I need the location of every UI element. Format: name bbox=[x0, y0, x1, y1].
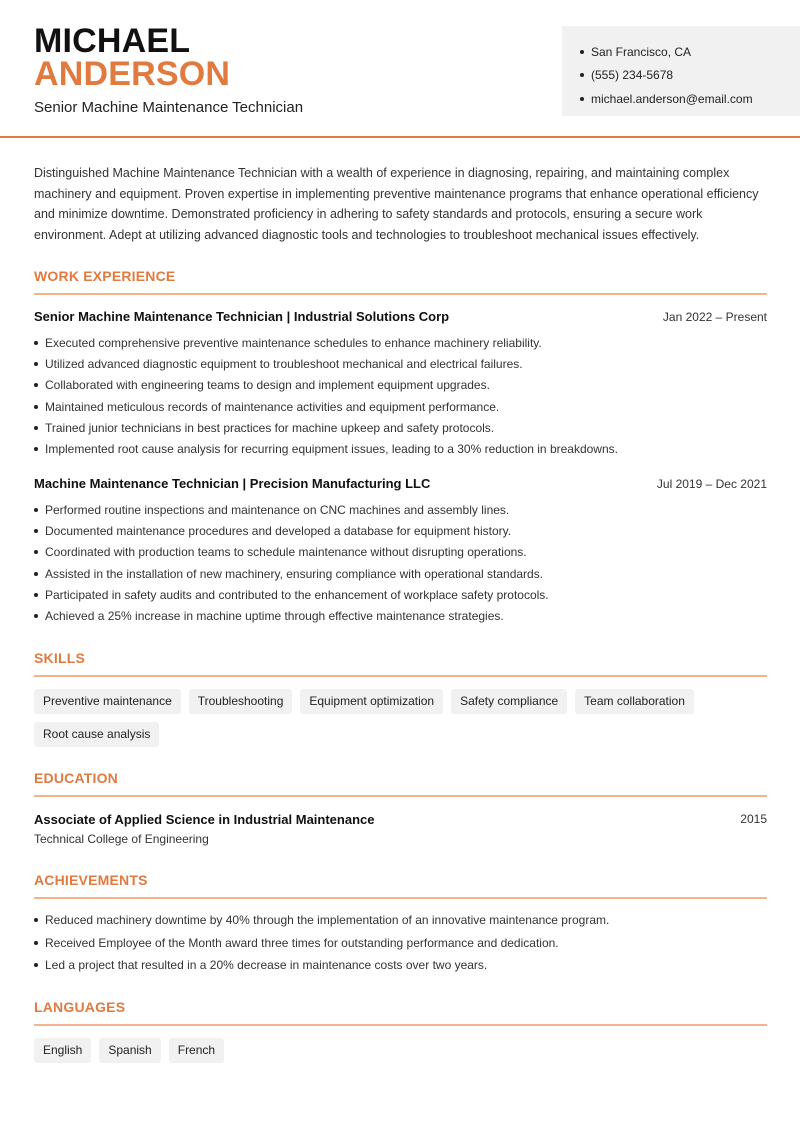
bullet-text: Led a project that resulted in a 20% decrease in maintenance costs over two years. bbox=[45, 958, 488, 973]
job-header bbox=[34, 476, 767, 491]
education-degree: Associate of Applied Science in Industrial Maintenance bbox=[34, 812, 375, 827]
contact-email[interactable] bbox=[580, 87, 800, 111]
education-school: Technical College of Engineering bbox=[34, 832, 209, 846]
bullet-text: Utilized advanced diagnostic equipment to troubleshoot mechanical and electrical failures. bbox=[45, 356, 523, 371]
list-item bbox=[34, 954, 767, 977]
bullet-icon bbox=[34, 593, 38, 597]
list-item bbox=[34, 375, 767, 396]
bullet-icon bbox=[34, 362, 38, 366]
bullet-icon bbox=[34, 572, 38, 576]
list-item bbox=[34, 584, 767, 605]
bullet-icon bbox=[34, 918, 38, 922]
section-divider bbox=[34, 795, 767, 797]
list-item bbox=[34, 542, 767, 563]
last-name: ANDERSON bbox=[34, 55, 231, 93]
skill-tag: Team collaboration bbox=[575, 689, 694, 714]
skill-tag: Safety compliance bbox=[451, 689, 567, 714]
bullet-text: Performed routine inspections and maintenance on CNC machines and assembly lines. bbox=[45, 502, 510, 517]
section-title-education: EDUCATION bbox=[34, 770, 118, 786]
job-title: Senior Machine Maintenance Technician bbox=[34, 99, 304, 116]
list-item bbox=[34, 563, 767, 584]
language-tags bbox=[34, 1038, 767, 1063]
phone-text: (555) 234-5678 bbox=[591, 68, 674, 83]
skill-tag: Root cause analysis bbox=[34, 722, 159, 747]
bullet-icon bbox=[34, 383, 38, 387]
bullet-text: Received Employee of the Month award three times for outstanding performance and dedication. bbox=[45, 935, 559, 950]
bullet-icon bbox=[34, 529, 38, 533]
list-item bbox=[34, 520, 767, 541]
email-text[interactable]: michael.anderson@email.com bbox=[591, 91, 753, 106]
bullet-icon bbox=[34, 614, 38, 618]
bullet-text: Assisted in the installation of new machinery, ensuring compliance with operational standards. bbox=[45, 566, 544, 581]
bullet-icon bbox=[34, 508, 38, 512]
list-item bbox=[34, 909, 767, 932]
skill-tag: Troubleshooting bbox=[189, 689, 293, 714]
section-divider bbox=[34, 897, 767, 899]
location-text: San Francisco, CA bbox=[591, 44, 692, 59]
list-item bbox=[34, 605, 767, 626]
skill-tag: Equipment optimization bbox=[300, 689, 443, 714]
bullet-text: Executed comprehensive preventive maintenance schedules to enhance machinery reliability. bbox=[45, 335, 542, 350]
language-tag: Spanish bbox=[99, 1038, 160, 1063]
job-header bbox=[34, 309, 767, 324]
bullet-text: Implemented root cause analysis for recurring equipment issues, leading to a 30% reduction in breakdowns. bbox=[45, 442, 618, 457]
contact-phone bbox=[580, 64, 800, 88]
job-role: Machine Maintenance Technician | Precision Manufacturing LLC bbox=[34, 476, 431, 491]
bullet-icon bbox=[34, 550, 38, 554]
section-title-work: WORK EXPERIENCE bbox=[34, 268, 176, 284]
job-dates: Jul 2019 – Dec 2021 bbox=[656, 477, 767, 491]
bullet-icon bbox=[580, 97, 584, 101]
section-divider bbox=[34, 293, 767, 295]
resume-header bbox=[0, 0, 800, 138]
bullet-icon bbox=[34, 447, 38, 451]
bullet-icon bbox=[34, 341, 38, 345]
list-item bbox=[34, 499, 767, 520]
bullet-text: Collaborated with engineering teams to design and implement equipment upgrades. bbox=[45, 378, 490, 393]
section-title-achievements: ACHIEVEMENTS bbox=[34, 872, 148, 888]
list-item bbox=[34, 353, 767, 374]
bullet-text: Reduced machinery downtime by 40% through the implementation of an innovative maintenance program. bbox=[45, 913, 610, 928]
education-year: 2015 bbox=[740, 812, 767, 826]
list-item bbox=[34, 417, 767, 438]
achievement-bullets bbox=[34, 909, 767, 977]
job-role: Senior Machine Maintenance Technician | Industrial Solutions Corp bbox=[34, 309, 450, 324]
bullet-text: Maintained meticulous records of maintenance activities and equipment performance. bbox=[45, 399, 500, 414]
list-item bbox=[34, 438, 767, 459]
summary-paragraph: Distinguished Machine Maintenance Technician with a wealth of experience in diagnosing, repairing, and maintaining complex machinery and equipment. Proven expertise in implementing preventive maintenance programs that enhance operational efficiency and minimize downtime. Demonstrated proficiency in adhering to safety standards and protocols, ensuring a secure work environment. Adept at utilizing advanced diagnostic tools and technologies to troubleshoot mechanical issues effectively. bbox=[34, 166, 759, 242]
bullet-icon bbox=[580, 73, 584, 77]
first-name: MICHAEL bbox=[34, 22, 191, 60]
section-title-skills: SKILLS bbox=[34, 650, 85, 666]
contact-location bbox=[580, 40, 800, 64]
language-tag: French bbox=[169, 1038, 224, 1063]
language-tag: English bbox=[34, 1038, 91, 1063]
bullet-text: Participated in safety audits and contributed to the enhancement of workplace safety protocols. bbox=[45, 587, 549, 602]
bullet-icon bbox=[34, 426, 38, 430]
contact-box bbox=[562, 26, 800, 116]
bullet-icon bbox=[34, 405, 38, 409]
skill-tag: Preventive maintenance bbox=[34, 689, 181, 714]
bullet-text: Documented maintenance procedures and developed a database for equipment history. bbox=[45, 523, 512, 538]
bullet-text: Trained junior technicians in best practices for machine upkeep and safety protocols. bbox=[45, 420, 495, 435]
list-item bbox=[34, 932, 767, 955]
section-divider bbox=[34, 1024, 767, 1026]
skills-tags bbox=[34, 689, 767, 747]
bullet-text: Achieved a 25% increase in machine uptime through effective maintenance strategies. bbox=[45, 609, 504, 624]
bullet-text: Coordinated with production teams to schedule maintenance without disrupting operations. bbox=[45, 545, 527, 560]
list-item bbox=[34, 332, 767, 353]
bullet-icon bbox=[34, 941, 38, 945]
section-title-languages: LANGUAGES bbox=[34, 999, 126, 1015]
bullet-icon bbox=[580, 50, 584, 54]
list-item bbox=[34, 396, 767, 417]
bullet-icon bbox=[34, 963, 38, 967]
job-bullets bbox=[34, 332, 767, 460]
section-divider bbox=[34, 675, 767, 677]
job-bullets bbox=[34, 499, 767, 627]
job-dates: Jan 2022 – Present bbox=[662, 310, 767, 324]
